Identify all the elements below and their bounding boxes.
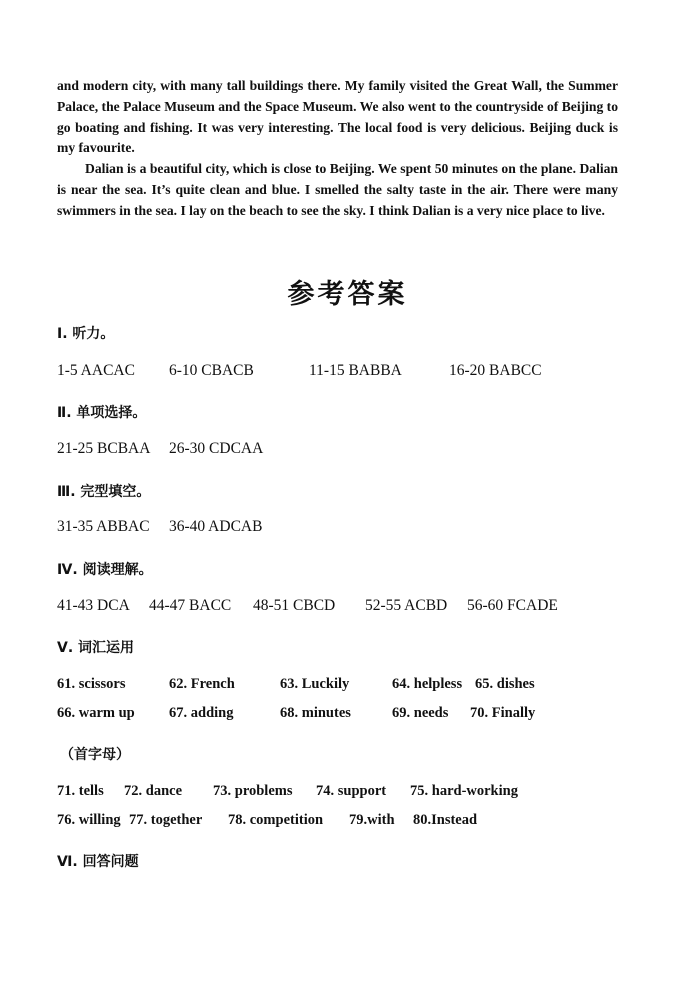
answer-group: 36-40 ADCAB [169,518,263,535]
section-heading-reading: Ⅳ. 阅读理解。 [57,562,153,578]
answer-group: 16-20 BABCC [449,362,542,379]
section-heading-single-choice: Ⅱ. 单项选择。 [57,405,147,421]
answer-item: 70. Finally [470,705,536,721]
section-heading-initial-letter: （首字母） [60,747,130,763]
answer-group: 21-25 BCBAA [57,440,151,457]
answer-item: 66. warm up [57,705,135,721]
answer-group: 31-35 ABBAC [57,518,150,535]
answer-key-title: 参考答案 [287,279,408,310]
answer-item: 62. French [169,676,235,692]
section-heading-cloze: Ⅲ. 完型填空。 [57,484,151,500]
answer-item: 76. willing [57,812,121,828]
answer-item: 63. Luckily [280,676,350,692]
answer-item: 75. hard-working [410,783,518,799]
passage-paragraph-2: Dalian is a beautiful city, which is close to Beijing. We spent 50 minutes on the plane. Dalian is near the sea. It’s quite clean and blue. I smelled the salty taste in the air. There were many swimmers in the sea. I lay on the beach to see the sky. I think Dalian is a very nice place to live. [57,161,618,218]
answer-item: 80.Instead [413,812,478,828]
section-heading-listening: Ⅰ. 听力。 [57,326,115,342]
answer-item: 72. dance [124,783,182,799]
answer-item: 61. scissors [57,676,126,692]
answer-item: 71. tells [57,783,104,799]
answer-item: 68. minutes [280,705,351,721]
answer-group: 52-55 ACBD [365,597,448,614]
answer-item: 69. needs [392,705,449,721]
answer-group: 26-30 CDCAA [169,440,264,457]
answer-item: 67. adding [169,705,234,721]
section-heading-vocabulary: Ⅴ. 词汇运用 [57,640,135,656]
answer-group: 11-15 BABBA [309,362,402,379]
answer-item: 73. problems [213,783,293,799]
answer-item: 65. dishes [475,676,535,692]
answer-item: 77. together [129,812,203,828]
answer-group: 56-60 FCADE [467,597,558,614]
answer-item: 79.with [349,812,395,828]
answer-group: 41-43 DCA [57,597,130,614]
passage-paragraph-1: and modern city, with many tall buildings there. My family visited the Great Wall, the Summer Palace, the Palace Museum and the Space Museum. We also went to the countryside of Beijing to go boating and fishing. It was very interesting. The local food is very delicious. Beijing duck is my favourite. [57,78,618,156]
answer-group: 1-5 AACAC [57,362,135,379]
section-heading-answer-questions: Ⅵ. 回答问题 [57,854,139,870]
answer-item: 78. competition [228,812,324,828]
answer-item: 74. support [316,783,387,799]
answer-group: 44-47 BACC [149,597,232,614]
answer-group: 48-51 CBCD [253,597,336,614]
answer-item: 64. helpless [392,676,463,692]
answer-group: 6-10 CBACB [169,362,254,379]
